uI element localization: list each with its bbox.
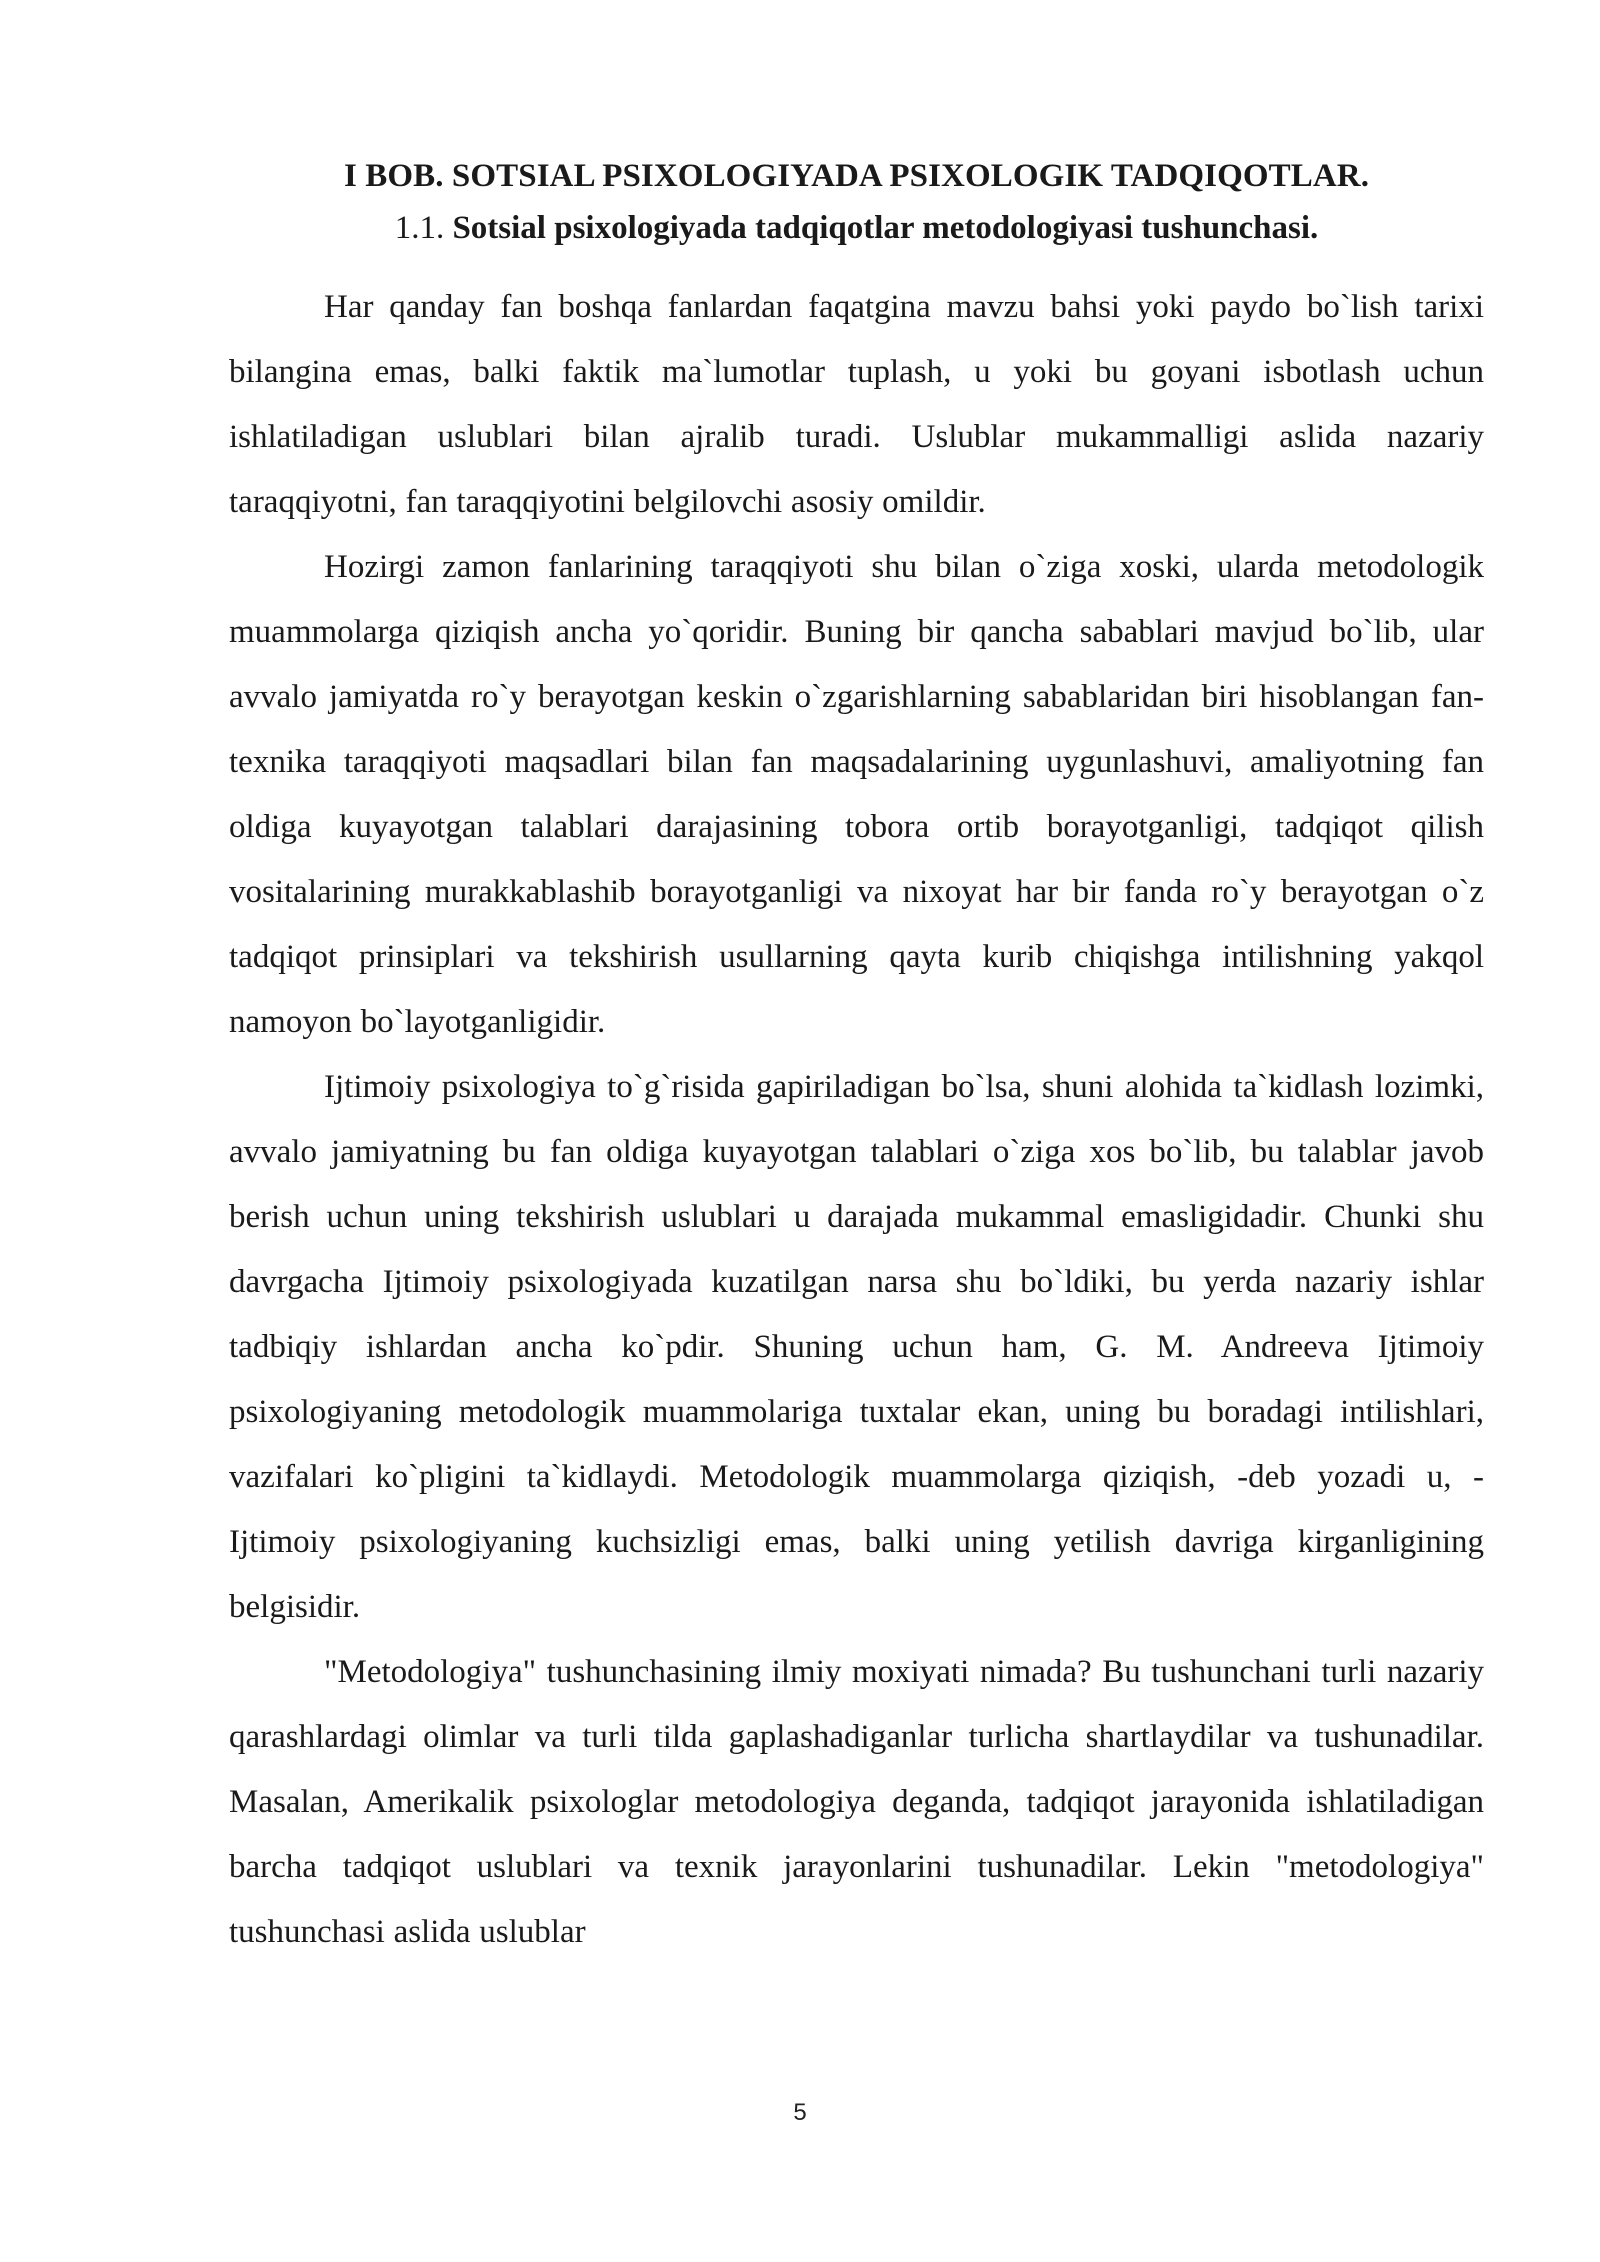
paragraph-3: Ijtimoiy psixologiya to`g`risida gapiriladigan bo`lsa, shuni alohida ta`kidlash lozimki, avvalo jamiyatning bu fan oldiga kuyayotgan talablari o`ziga xos bo`lib, bu talablar javob berish uchun uning tekshirish uslublari u darajada mukammal emasligidadir. Chunki shu davrgacha Ijtimoiy psixologiyada kuzatilgan narsa shu bo`ldiki, bu yerda nazariy ishlar tadbiqiy ishlardan ancha ko`pdir. Shuning uchun ham, G. M. Andreeva Ijtimoiy psixologiyaning metodologik muammolariga tuxtalar ekan, uning bu boradagi intilishlari, vazifalari ko`pligini ta`kidlaydi. Metodologik muammolarga qiziqish, -deb yozadi u, - Ijtimoiy psixologiyaning kuchsizligi emas, balki uning yetilish davriga kirganligining belgisidir. <box>229 1069 1484 1625</box>
chapter-title: I BOB. SOTSIAL PSIXOLOGIYADA PSIXOLOGIK TADQIQOTLAR. <box>343 158 1370 194</box>
section-heading <box>229 202 1484 254</box>
page-content <box>229 150 1484 1965</box>
page-number: 5 <box>793 2099 807 2126</box>
section-number: 1.1. <box>394 210 445 246</box>
paragraph-1: Har qanday fan boshqa fanlardan faqatgina mavzu bahsi yoki paydo bo`lish tarixi bilangina emas, balki faktik ma`lumotlar tuplash, u yoki bu goyani isbotlash uchun ishlatiladigan uslublari bilan ajralib turadi. Uslublar mukammalligi aslida nazariy taraqqiyotni, fan taraqqiyotini belgilovchi asosiy omildir. <box>229 289 1484 520</box>
paragraph-2: Hozirgi zamon fanlarining taraqqiyoti shu bilan o`ziga xoski, ularda metodologik muammolarga qiziqish ancha yo`qoridir. Buning bir qancha sabablari mavjud bo`lib, ular avvalo jamiyatda ro`y berayotgan keskin o`zgarishlarning sabablaridan biri hisoblangan fan-texnika taraqqiyoti maqsadlari bilan fan maqsadalarining uygunlashuvi, amaliyotning fan oldiga kuyayotgan talablari darajasining tobora ortib borayotganligi, tadqiqot qilish vositalarining murakkablashib borayotganligi va nixoyat har bir fanda ro`y berayotgan o`z tadqiqot prinsiplari va tekshirish usullarning qayta kurib chiqishga intilishning yakqol namoyon bo`layotganligidir. <box>229 549 1484 1040</box>
section-title: Sotsial psixologiyada tadqiqotlar metodologiyasi tushunchasi. <box>444 210 1319 246</box>
paragraph-4: "Metodologiya" tushunchasining ilmiy moxiyati nimada? Bu tushunchani turli nazariy qarashlardagi olimlar va turli tilda gaplashadiganlar turlicha shartlaydilar va tushunadilar. Masalan, Amerikalik psixologlar metodologiya deganda, tadqiqot jarayonida ishlatiladigan barcha tadqiqot uslublari va texnik jarayonlarini tushunadilar. Lekin "metodologiya" tushunchasi aslida uslublar <box>229 1654 1484 1950</box>
